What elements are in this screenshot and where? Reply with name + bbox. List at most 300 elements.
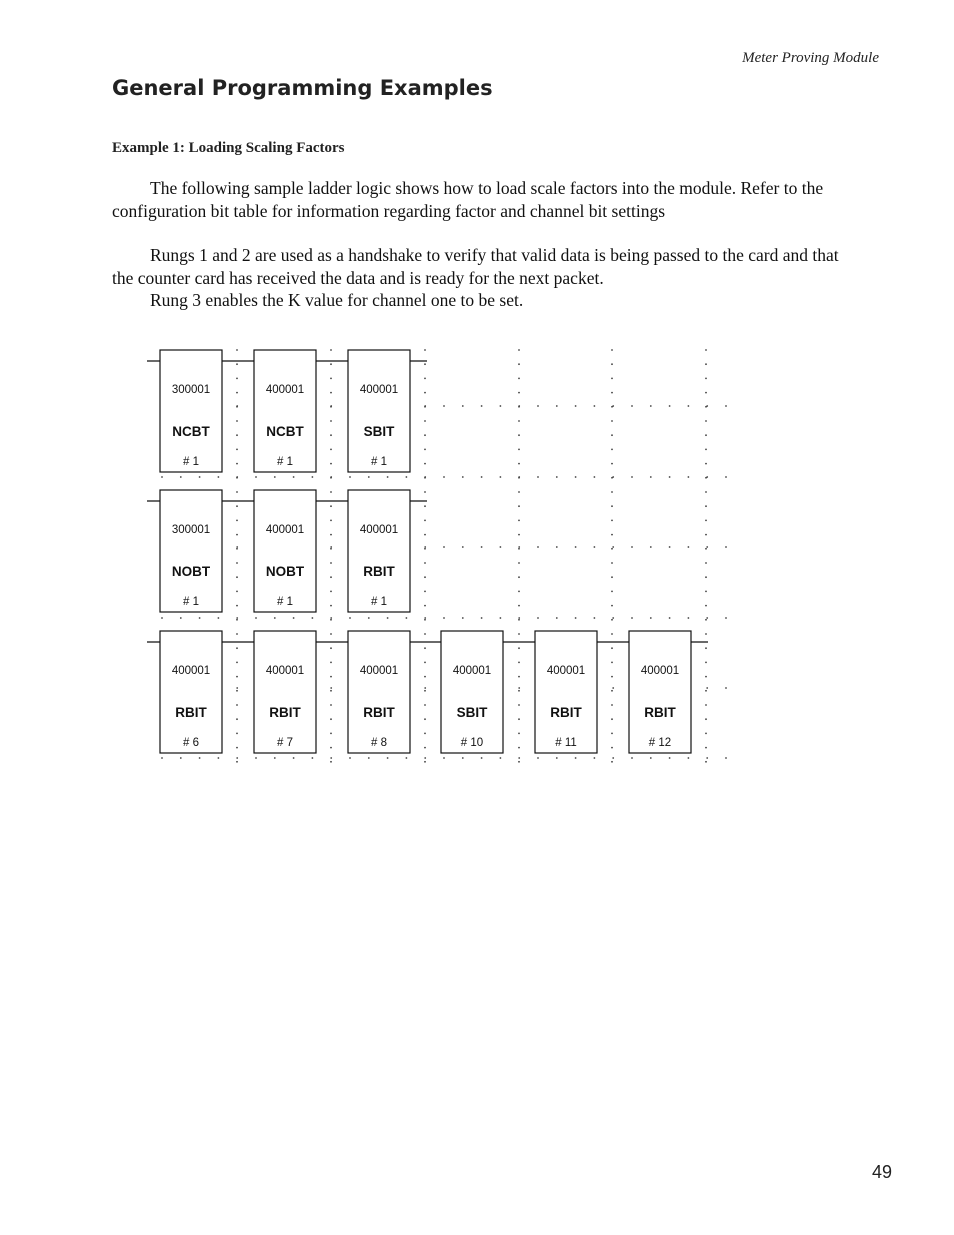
grid-dot [424,546,426,548]
grid-dot [236,718,238,720]
grid-dot [368,476,370,478]
grid-dot [518,662,520,664]
grid-dot [537,405,539,407]
grid-dot [611,534,613,536]
grid-dot [611,733,613,735]
grid-dot [688,757,690,759]
grid-dot [274,476,276,478]
grid-dot [705,718,707,720]
grid-dot [330,619,332,621]
grid-dot [293,757,295,759]
grid-dot [236,704,238,706]
block-register: 300001 [171,524,211,536]
grid-dot [556,476,558,478]
grid-dot [611,520,613,522]
grid-dot [199,476,201,478]
grid-dot [611,349,613,351]
grid-dot [330,687,332,689]
block-number: # 8 [371,737,387,749]
grid-dot [500,757,502,759]
block-register: 400001 [359,384,399,396]
grid-dot [518,392,520,394]
grid-dot [705,491,707,493]
example-heading: Example 1: Loading Scaling Factors [112,140,345,156]
block-opcode: NCBT [172,424,210,439]
grid-dot [236,647,238,649]
grid-dot [612,405,614,407]
grid-dot [293,476,295,478]
grid-dot [518,619,520,621]
grid-dot [518,617,520,619]
grid-dot [705,619,707,621]
grid-dot [611,562,613,564]
grid-dot [236,576,238,578]
grid-dot [611,491,613,493]
grid-dot [424,576,426,578]
grid-dot [611,605,613,607]
grid-dot [537,476,539,478]
grid-dot [611,761,613,763]
grid-dot [424,405,426,407]
grid-dot [236,548,238,550]
grid-dot [424,704,426,706]
grid-dot [518,747,520,749]
grid-dot [481,546,483,548]
grid-dot [706,476,708,478]
grid-dot [330,405,332,407]
block-opcode: RBIT [363,705,395,720]
grid-dot [612,687,614,689]
block-opcode: SBIT [456,705,488,720]
block-number: # 11 [555,737,577,749]
ladder-block [254,490,316,612]
block-number: # 1 [183,456,199,468]
grid-dot [706,757,708,759]
grid-dot [274,617,276,619]
grid-dot [705,378,707,380]
grid-dot [161,476,163,478]
grid-dot [312,476,314,478]
grid-dot [349,617,351,619]
grid-dot [424,548,426,550]
grid-dot [443,476,445,478]
block-opcode: RBIT [175,705,207,720]
grid-dot [424,718,426,720]
grid-dot [612,476,614,478]
grid-dot [669,617,671,619]
grid-dot [236,562,238,564]
grid-dot [424,757,426,759]
grid-dot [236,687,238,689]
grid-dot [330,463,332,465]
grid-dot [611,662,613,664]
grid-dot [443,757,445,759]
grid-dot [500,546,502,548]
block-register: 400001 [359,524,399,536]
grid-dot [330,704,332,706]
grid-dot [462,476,464,478]
block-register: 400001 [359,665,399,677]
grid-dot [293,617,295,619]
grid-dot [518,434,520,436]
grid-dot [424,349,426,351]
grid-dot [424,733,426,735]
block-register: 400001 [265,524,305,536]
grid-dot [330,690,332,692]
grid-dot [330,363,332,365]
grid-dot [575,757,577,759]
grid-dot [706,405,708,407]
grid-dot [556,757,558,759]
grid-dot [518,718,520,720]
ladder-block [254,631,316,753]
block-opcode: RBIT [269,705,301,720]
grid-dot [518,476,520,478]
grid-dot [236,676,238,678]
ladder-block [348,350,410,472]
grid-dot [424,562,426,564]
grid-dot [611,747,613,749]
block-register: 400001 [171,665,211,677]
grid-dot [236,491,238,493]
grid-dot [312,757,314,759]
grid-dot [236,605,238,607]
running-header: Meter Proving Module [742,50,879,66]
grid-dot [424,476,426,478]
grid-dot [518,633,520,635]
block-number: # 1 [371,456,387,468]
grid-dot [705,633,707,635]
grid-dot [594,546,596,548]
ladder-block [160,350,222,472]
block-register: 400001 [265,384,305,396]
grid-dot [611,591,613,593]
grid-dot [705,420,707,422]
grid-dot [424,662,426,664]
page-title: General Programming Examples [112,76,493,100]
grid-dot [705,704,707,706]
grid-dot [611,420,613,422]
grid-dot [518,605,520,607]
grid-dot [725,687,727,689]
grid-dot [518,378,520,380]
block-opcode: RBIT [550,705,582,720]
grid-dot [330,434,332,436]
grid-dot [705,463,707,465]
grid-dot [424,687,426,689]
grid-dot [330,520,332,522]
grid-dot [424,505,426,507]
grid-dot [725,617,727,619]
grid-dot [611,576,613,578]
ladder-block [160,490,222,612]
grid-dot [481,476,483,478]
grid-dot [330,476,332,478]
grid-dot [330,591,332,593]
grid-dot [180,757,182,759]
grid-dot [705,449,707,451]
grid-dot [518,647,520,649]
grid-dot [518,690,520,692]
grid-dot [518,562,520,564]
grid-dot [462,546,464,548]
ladder-block [535,631,597,753]
grid-dot [669,476,671,478]
grid-dot [518,420,520,422]
grid-dot [424,747,426,749]
block-number: # 12 [648,737,672,749]
grid-dot [575,617,577,619]
grid-dot [349,476,351,478]
grid-dot [688,617,690,619]
grid-dot [368,757,370,759]
grid-dot [236,546,238,548]
grid-dot [705,576,707,578]
grid-dot [330,392,332,394]
grid-dot [705,534,707,536]
grid-dot [330,576,332,578]
grid-dot [594,617,596,619]
grid-dot [236,349,238,351]
grid-dot [236,520,238,522]
grid-dot [424,449,426,451]
grid-dot [406,476,408,478]
grid-dot [556,546,558,548]
grid-dot [705,434,707,436]
grid-dot [424,619,426,621]
ladder-block [629,631,691,753]
grid-dot [631,757,633,759]
grid-dot [631,546,633,548]
grid-dot [518,505,520,507]
block-opcode: NOBT [265,564,305,579]
grid-dot [594,476,596,478]
grid-dot [518,491,520,493]
grid-dot [518,591,520,593]
grid-dot [349,757,351,759]
paragraph-intro: The following sample ladder logic shows how to load scale factors into the module. Refer to the configuration bit table for information regarding factor and channel bit settings [112,178,824,221]
grid-dot [424,392,426,394]
grid-dot [705,662,707,664]
grid-dot [330,761,332,763]
grid-dot [669,546,671,548]
grid-dot [236,761,238,763]
grid-dot [424,647,426,649]
grid-dot [500,617,502,619]
grid-dot [705,349,707,351]
grid-dot [481,617,483,619]
grid-dot [218,757,220,759]
grid-dot [199,617,201,619]
grid-dot [236,434,238,436]
grid-dot [518,704,520,706]
grid-dot [330,757,332,759]
grid-dot [330,534,332,536]
grid-dot [330,647,332,649]
ladder-block [348,631,410,753]
grid-dot [424,378,426,380]
block-register: 400001 [640,665,680,677]
grid-dot [537,546,539,548]
grid-dot [669,405,671,407]
grid-dot [612,617,614,619]
grid-dot [330,718,332,720]
grid-dot [594,405,596,407]
grid-dot [650,617,652,619]
grid-dot [631,476,633,478]
grid-dot [330,491,332,493]
grid-dot [575,476,577,478]
grid-dot [236,662,238,664]
grid-dot [255,617,257,619]
grid-dot [236,363,238,365]
grid-dot [518,534,520,536]
grid-dot [387,476,389,478]
grid-dot [330,562,332,564]
grid-dot [705,562,707,564]
grid-dot [406,617,408,619]
block-number: # 1 [277,456,293,468]
block-number: # 1 [371,596,387,608]
grid-dot [330,505,332,507]
grid-dot [330,449,332,451]
block-register: 400001 [265,665,305,677]
grid-dot [725,757,727,759]
grid-dot [518,405,520,407]
block-register: 400001 [452,665,492,677]
grid-dot [330,420,332,422]
grid-dot [255,476,257,478]
grid-dot [518,761,520,763]
grid-dot [611,392,613,394]
block-number: # 10 [460,737,484,749]
grid-dot [424,676,426,678]
grid-dot [705,605,707,607]
grid-dot [236,405,238,407]
paragraph-rung3: Rung 3 enables the K value for channel one to be set. [150,290,524,310]
grid-dot [255,757,257,759]
grid-dot [481,405,483,407]
grid-dot [706,687,708,689]
grid-dot [705,676,707,678]
grid-dot [236,449,238,451]
grid-dot [518,349,520,351]
grid-dot [688,546,690,548]
grid-dot [688,476,690,478]
grid-dot [330,349,332,351]
grid-dot [330,378,332,380]
grid-dot [669,757,671,759]
block-opcode: RBIT [363,564,395,579]
grid-dot [611,647,613,649]
grid-dot [312,617,314,619]
grid-dot [650,476,652,478]
grid-dot [236,420,238,422]
grid-dot [462,405,464,407]
grid-dot [236,591,238,593]
grid-dot [575,405,577,407]
block-number: # 7 [277,737,293,749]
grid-dot [705,747,707,749]
grid-dot [424,690,426,692]
grid-dot [424,463,426,465]
grid-dot [236,505,238,507]
grid-dot [236,633,238,635]
grid-dot [199,757,201,759]
grid-dot [518,463,520,465]
grid-dot [424,605,426,607]
grid-dot [236,534,238,536]
grid-dot [688,405,690,407]
block-register: 400001 [546,665,586,677]
page-number: 49 [871,1162,892,1182]
ladder-block [348,490,410,612]
grid-dot [518,363,520,365]
grid-dot [650,546,652,548]
grid-dot [424,491,426,493]
grid-dot [236,378,238,380]
grid-dot [611,548,613,550]
grid-dot [518,676,520,678]
grid-dot [705,548,707,550]
grid-dot [705,690,707,692]
block-opcode: SBIT [363,424,395,439]
grid-dot [274,757,276,759]
grid-dot [218,617,220,619]
grid-dot [725,476,727,478]
grid-dot [612,546,614,548]
grid-dot [443,617,445,619]
grid-dot [330,676,332,678]
grid-dot [611,463,613,465]
ladder-block [441,631,503,753]
block-number: # 1 [277,596,293,608]
grid-dot [518,548,520,550]
block-number: # 6 [183,737,199,749]
grid-dot [424,534,426,536]
grid-dot [443,405,445,407]
grid-dot [518,546,520,548]
grid-dot [705,520,707,522]
grid-dot [611,718,613,720]
grid-dot [161,757,163,759]
grid-dot [537,617,539,619]
grid-dot [631,617,633,619]
grid-dot [705,733,707,735]
grid-dot [424,363,426,365]
grid-dot [705,761,707,763]
grid-dot [424,617,426,619]
grid-dot [481,757,483,759]
grid-dot [556,617,558,619]
grid-dot [611,363,613,365]
grid-dot [500,476,502,478]
grid-dot [575,546,577,548]
grid-dot [611,378,613,380]
grid-dot [330,617,332,619]
ladder-block [254,350,316,472]
grid-dot [705,363,707,365]
grid-dot [612,757,614,759]
grid-dot [236,463,238,465]
grid-dot [236,476,238,478]
grid-dot [518,687,520,689]
grid-dot [611,434,613,436]
grid-dot [725,405,727,407]
grid-dot [556,405,558,407]
grid-dot [387,617,389,619]
grid-dot [537,757,539,759]
